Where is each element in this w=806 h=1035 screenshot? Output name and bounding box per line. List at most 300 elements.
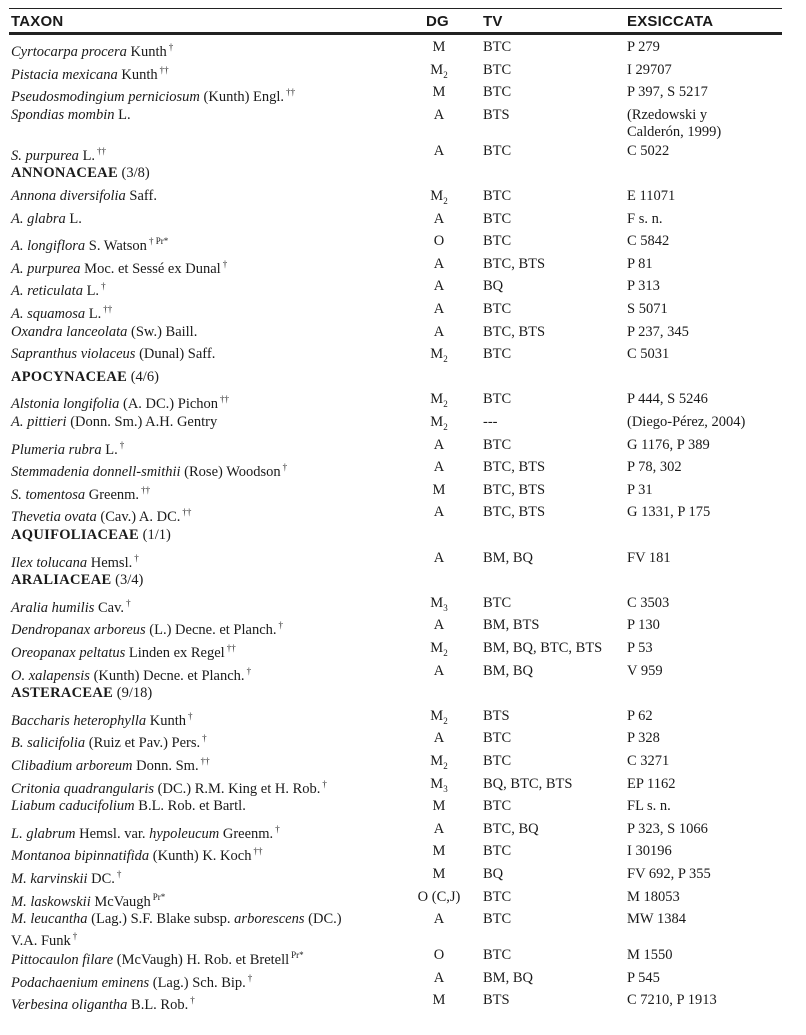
- dg-value: M: [430, 640, 444, 656]
- dg-value: M: [430, 753, 444, 769]
- status-marker: ††: [226, 643, 236, 653]
- dg-cell: [409, 324, 469, 341]
- tv-cell: BTC: [483, 753, 512, 769]
- tv-cell: BTS: [483, 707, 510, 724]
- family-cell: [11, 572, 411, 589]
- dg-cell: [409, 730, 469, 747]
- taxon-cell: [11, 324, 411, 341]
- table-row: [9, 434, 782, 457]
- dg-subscript: 2: [443, 399, 448, 410]
- family-name: ANNONACEAE: [11, 165, 118, 182]
- dg-cell: [409, 798, 469, 815]
- status-marker: † Pr*: [148, 236, 169, 247]
- tv-cell: BQ, BTC, BTS: [483, 775, 573, 792]
- table-row: [9, 592, 782, 615]
- taxon-cell: [11, 188, 411, 205]
- tv-cell: BTC: [483, 911, 512, 928]
- exsiccata-cell: P 313: [627, 278, 660, 295]
- exsiccata-cell: P 444, S 5246: [627, 391, 708, 408]
- exsiccata-cell: P 328: [627, 730, 660, 747]
- taxon-name: Verbesina oligantha: [11, 997, 128, 1014]
- exsiccata-cell: F s. n.: [627, 210, 663, 227]
- taxon-author: (Dunal) Saff.: [135, 346, 216, 363]
- tv-cell: BTC, BTS: [483, 323, 546, 340]
- taxon-name: Alstonia longifolia: [11, 396, 120, 413]
- table-row: [9, 727, 782, 750]
- dg-cell: [409, 278, 469, 295]
- dg-subscript: 3: [443, 602, 448, 613]
- tv-cell: BTS: [483, 106, 510, 123]
- exsiccata-cell: P 397, S 5217: [627, 84, 708, 101]
- status-marker: †: [119, 439, 125, 450]
- dg-cell: [409, 504, 469, 521]
- dg-subscript: 3: [443, 783, 448, 794]
- taxon-author: DC.: [87, 871, 115, 887]
- dg-value: M: [430, 61, 444, 78]
- family-name: ARALIACEAE: [11, 572, 112, 589]
- taxon-author: (Kunth) Engl.: [199, 89, 285, 106]
- taxon-name: M. laskowskii: [11, 893, 91, 910]
- exsiccata-cell: I 30196: [627, 843, 672, 860]
- taxon-name: Ilex tolucana: [11, 554, 88, 571]
- status-marker: †: [134, 552, 139, 563]
- tv-cell: BTC: [483, 594, 512, 611]
- taxon-author: B.L. Rob.: [127, 997, 189, 1014]
- exsiccata-cell: C 3503: [627, 594, 670, 611]
- table-row: [9, 705, 782, 728]
- dg-cell: [409, 843, 469, 860]
- dg-value: M: [432, 481, 446, 498]
- family-row: [9, 162, 782, 185]
- dg-cell: [409, 947, 469, 964]
- exsiccata-cell: P 53: [627, 640, 653, 656]
- taxon-author: (Lag.) S.F. Blake subsp.: [87, 911, 235, 928]
- taxon-cell: [11, 414, 411, 431]
- taxon-name: S. purpurea: [11, 147, 79, 164]
- status-marker: †: [72, 931, 78, 942]
- taxon-author: (Lag.) Sch. Bip.: [149, 974, 246, 991]
- taxon-name: A. glabra: [11, 210, 66, 227]
- taxon-author: (Kunth) Decne. et Planch.: [89, 667, 245, 684]
- taxon-name: Oxandra lanceolata: [11, 323, 128, 340]
- taxon-author: (A. DC.) Pichon: [119, 396, 219, 413]
- taxon-name: Sapranthus violaceus: [11, 346, 136, 363]
- tv-cell: BM, BQ: [483, 969, 533, 986]
- taxon-name: S. tomentosa: [11, 486, 86, 503]
- dg-value: A: [433, 549, 445, 566]
- status-marker: †: [275, 823, 280, 834]
- taxon-name: Pistacia mexicana: [11, 66, 118, 83]
- taxon-author-infraspecific: Greenm.: [219, 825, 274, 842]
- exsiccata-cell: C 3271: [627, 753, 670, 769]
- exsiccata-cell: FL s. n.: [627, 798, 671, 815]
- dg-cell: [409, 550, 469, 567]
- dg-value: M: [430, 707, 444, 724]
- dg-value: A: [433, 301, 445, 317]
- exsiccata-cell: P 31: [627, 481, 653, 498]
- exsiccata-cell: P 279: [627, 39, 660, 55]
- exsiccata-cell: C 7210, P 1913: [627, 992, 717, 1009]
- taxon-name: Cyrtocarpa procera: [11, 44, 127, 60]
- status-marker: ††: [182, 507, 192, 518]
- table-row: [9, 967, 782, 990]
- status-marker: †: [116, 869, 122, 879]
- table-row: [9, 479, 782, 502]
- dg-value: M: [432, 866, 446, 882]
- exsiccata-cell: (Diego-Pérez, 2004): [627, 414, 746, 430]
- dg-value: M: [430, 188, 444, 204]
- taxon-author: Saff.: [125, 188, 157, 204]
- tv-cell: BTC: [483, 61, 512, 78]
- table-row: [9, 614, 782, 637]
- dg-value: A: [433, 210, 445, 227]
- taxon-name: A. purpurea: [11, 260, 81, 277]
- taxon-author: L.: [114, 106, 131, 123]
- taxon-author: L.: [82, 283, 100, 300]
- tv-cell: ---: [483, 414, 498, 430]
- tv-cell: BTC: [483, 798, 512, 815]
- taxon-author: (Cav.) A. DC.: [96, 509, 181, 526]
- taxon-author: Kunth: [117, 66, 158, 83]
- taxon-author: (Sw.) Baill.: [127, 323, 198, 340]
- exsiccata-cell: G 1331, P 175: [627, 504, 711, 521]
- taxon-name: Pseudosmodingium perniciosum: [11, 89, 200, 106]
- table-row: [9, 388, 782, 411]
- dg-value: A: [433, 459, 445, 476]
- status-marker: †: [278, 620, 284, 631]
- taxon-author: Greenm.: [85, 486, 140, 503]
- taxon-author: L.: [78, 147, 96, 164]
- family-name: ASTERACEAE: [11, 685, 114, 702]
- dg-cell: [409, 39, 469, 56]
- table-row: [9, 208, 782, 231]
- header-tv: TV: [483, 13, 503, 30]
- table-row: [9, 275, 782, 298]
- dg-value: M: [430, 346, 444, 363]
- tv-cell: BTC, BTS: [483, 459, 546, 476]
- taxon-author: (L.) Decne. et Planch.: [145, 622, 277, 639]
- status-marker: ††: [286, 87, 296, 98]
- status-marker: †: [246, 665, 252, 676]
- taxon-infraspecific: arborescens: [234, 911, 305, 928]
- status-marker: †: [282, 462, 288, 473]
- tv-cell: BTC: [483, 843, 512, 860]
- taxon-name: A. reticulata: [11, 283, 83, 300]
- taxon-name: A. pittieri: [11, 414, 67, 430]
- status-marker: ††: [103, 304, 113, 314]
- taxon-author: Kunth: [126, 44, 167, 60]
- dg-cell: [409, 143, 469, 160]
- tv-cell: BTC: [483, 888, 512, 905]
- tv-cell: BTC: [483, 346, 512, 363]
- family-cell: [11, 165, 411, 182]
- table-row: [9, 81, 782, 104]
- table-row: [9, 59, 782, 82]
- exsiccata-cont: Calderón, 1999): [627, 123, 722, 140]
- taxon-name: Montanoa bipinnatifida: [11, 848, 150, 865]
- dg-subscript: 2: [443, 761, 448, 771]
- family-count: (4/6): [127, 368, 159, 385]
- dg-cell: [409, 107, 469, 124]
- table-row: [9, 795, 782, 818]
- table-row: [9, 944, 782, 967]
- taxon-name: Oreopanax peltatus: [11, 645, 126, 661]
- dg-value: A: [433, 969, 445, 986]
- top-rule: [9, 8, 782, 9]
- status-marker: ††: [253, 846, 263, 857]
- family-row: [9, 366, 782, 389]
- exsiccata-cell: M 1550: [627, 947, 673, 964]
- dg-value: A: [433, 662, 445, 679]
- family-row: [9, 569, 782, 592]
- family-name: AQUIFOLIACEAE: [11, 527, 139, 543]
- dg-value: M: [430, 775, 444, 792]
- taxon-name: Clibadium arboreum: [11, 758, 133, 774]
- tv-cell: BM, BQ: [483, 549, 533, 566]
- table-row: [9, 750, 782, 773]
- exsiccata-cell: P 78, 302: [627, 459, 682, 476]
- dg-value: M: [432, 84, 446, 101]
- taxon-name: Critonia quadrangularis: [11, 780, 155, 797]
- taxon-cell: [11, 798, 411, 815]
- dg-cell: [409, 211, 469, 228]
- taxon-name: O. xalapensis: [11, 667, 90, 684]
- dg-value: A: [433, 255, 445, 272]
- table-row: [9, 298, 782, 321]
- exsiccata-cell: FV 181: [627, 549, 671, 566]
- tv-cell: BQ: [483, 278, 504, 295]
- status-marker: †: [190, 995, 195, 1006]
- exsiccata-cell: P 237, 345: [627, 323, 689, 340]
- taxon-author: Moc. et Sessé ex Dunal: [80, 260, 221, 277]
- taxon-name: Dendropanax arboreus: [11, 622, 146, 639]
- table-row: [9, 773, 782, 796]
- exsiccata-cell: S 5071: [627, 301, 668, 317]
- dg-subscript: 2: [443, 196, 448, 206]
- taxon-cell: [11, 346, 411, 363]
- table-row: [9, 456, 782, 479]
- taxon-name: Baccharis heterophylla: [11, 712, 147, 729]
- status-marker: †: [188, 710, 193, 721]
- tv-cell: BTC: [483, 142, 512, 159]
- dg-value: M: [432, 992, 446, 1009]
- taxon-name: Aralia humilis: [11, 599, 95, 616]
- taxon-author: L.: [101, 441, 118, 458]
- tv-cell: BTS: [483, 992, 510, 1009]
- header-taxon: TAXON: [11, 13, 64, 30]
- taxon-name: Liabum caducifolium: [11, 798, 135, 815]
- tv-cell: BTC: [483, 436, 512, 453]
- taxon-author: (Rose) Woodson: [180, 464, 281, 481]
- dg-subscript: 2: [443, 354, 448, 365]
- dg-value: O (C,J): [417, 888, 461, 905]
- tv-cell: BTC, BTS: [483, 504, 546, 521]
- family-count: (1/1): [138, 527, 171, 543]
- table-row: [9, 185, 782, 208]
- status-marker: ††: [159, 64, 169, 75]
- tv-cell: BTC: [483, 301, 512, 317]
- tv-cell: BTC, BTS: [483, 481, 546, 498]
- table-row: [9, 908, 782, 950]
- dg-value: M: [430, 594, 444, 611]
- header-dg: DG: [426, 13, 449, 30]
- taxon-author: Hemsl. var.: [75, 825, 150, 842]
- taxon-author: Kunth: [146, 712, 187, 729]
- dg-cell: [409, 482, 469, 499]
- exsiccata-cell: C 5842: [627, 233, 670, 250]
- taxon-author: B.L. Rob. et Bartl.: [134, 798, 246, 815]
- taxon-author: Hemsl.: [87, 554, 133, 571]
- dg-value: A: [433, 142, 445, 159]
- taxon-author: S. Watson: [85, 238, 147, 255]
- dg-cell: [409, 84, 469, 101]
- taxon-author: (Donn. Sm.) A.H. Gentry: [66, 414, 218, 430]
- dg-cell: [409, 911, 469, 928]
- taxon-author: McVaugh: [90, 893, 151, 910]
- table-row: [9, 863, 782, 886]
- taxon-author: Donn. Sm.: [132, 758, 199, 774]
- dg-cell: [409, 821, 469, 838]
- exsiccata-cell: FV 692, P 355: [627, 866, 711, 882]
- dg-value: A: [433, 323, 445, 340]
- exsiccata-cell: I 29707: [627, 61, 672, 78]
- family-name: APOCYNACEAE: [11, 368, 128, 385]
- tv-cell: BQ: [483, 866, 504, 882]
- exsiccata-cell: M 18053: [627, 888, 680, 905]
- taxon-author: (Ruiz et Pav.) Pers.: [85, 735, 201, 752]
- exsiccata-cell: G 1176, P 389: [627, 436, 710, 453]
- status-marker: †: [202, 733, 207, 744]
- dg-cell: [409, 992, 469, 1009]
- table-row: [9, 547, 782, 570]
- status-marker: †: [247, 972, 253, 983]
- status-marker: †: [168, 42, 174, 52]
- status-marker: Pr*: [152, 891, 166, 902]
- exsiccata-cell: P 62: [627, 707, 653, 724]
- status-marker: †: [222, 258, 228, 269]
- dg-value: O: [433, 947, 445, 964]
- header-rule: [9, 32, 782, 35]
- table-row: [9, 104, 782, 140]
- dg-value: A: [433, 436, 445, 453]
- status-marker: ††: [200, 756, 210, 766]
- taxon-name: M. karvinskii: [11, 871, 88, 887]
- tv-cell: BM, BQ: [483, 662, 533, 679]
- status-marker: ††: [97, 145, 107, 156]
- taxon-name: B. salicifolia: [11, 735, 86, 752]
- table-row: [9, 343, 782, 366]
- taxon-infraspecific: hypoleucum: [149, 825, 220, 842]
- taxon-author: L.: [85, 306, 102, 322]
- dg-value: A: [433, 730, 445, 747]
- dg-value: M: [432, 798, 446, 815]
- table-row: [9, 818, 782, 841]
- taxon-author: (DC.) R.M. King et H. Rob.: [154, 780, 321, 797]
- tv-cell: BTC: [483, 233, 512, 250]
- status-marker: ††: [220, 394, 230, 405]
- family-count: (3/4): [111, 572, 144, 589]
- dg-cell: [409, 617, 469, 634]
- tv-cell: BTC: [483, 391, 512, 408]
- exsiccata-cell: V 959: [627, 662, 663, 679]
- dg-cell: [409, 663, 469, 680]
- dg-cell: [409, 256, 469, 273]
- dg-value: A: [433, 278, 445, 295]
- family-count: (3/8): [117, 165, 150, 182]
- status-marker: †: [322, 778, 327, 789]
- taxon-author: (Kunth) K. Koch: [149, 848, 252, 865]
- taxon-author-infraspecific: (DC.): [304, 911, 342, 928]
- dg-value: O: [433, 233, 445, 250]
- family-cell: [11, 369, 411, 386]
- dg-value: M: [432, 39, 446, 55]
- table-row: [9, 321, 782, 344]
- taxon-name: Spondias mombin: [11, 106, 115, 123]
- dg-value: A: [433, 820, 445, 837]
- family-count: (9/18): [113, 685, 153, 702]
- tv-cell: BTC: [483, 210, 512, 227]
- taxon-cell: [11, 107, 411, 124]
- exsiccata-cell: MW 1384: [627, 911, 686, 928]
- table-row: [9, 140, 782, 163]
- exsiccata-cell: (Rzedowski y Calderón, 1999): [627, 106, 722, 140]
- status-marker: †: [101, 281, 106, 292]
- dg-value: M: [430, 391, 444, 408]
- tv-cell: BTC: [483, 188, 512, 204]
- taxon-name: M. leucantha: [11, 911, 88, 928]
- status-marker: †: [126, 597, 131, 608]
- family-row: [9, 682, 782, 705]
- exsiccata-cell: C 5031: [627, 346, 670, 363]
- taxon-name: Stemmadenia donnell-smithii: [11, 464, 181, 481]
- dg-value: M: [430, 414, 444, 430]
- exsiccata-cell: P 81: [627, 255, 653, 272]
- dg-subscript: 2: [443, 648, 448, 658]
- dg-cell: [409, 970, 469, 987]
- table-row: [9, 253, 782, 276]
- exsiccata-cell: P 545: [627, 969, 660, 986]
- dg-cell: [409, 866, 469, 883]
- table-row: [9, 411, 782, 434]
- dg-value: A: [433, 617, 445, 634]
- tv-cell: BTC, BQ: [483, 820, 539, 837]
- dg-cell: [409, 301, 469, 318]
- dg-value: A: [433, 911, 445, 928]
- taxon-author-cont: V.A. Funk: [11, 933, 71, 950]
- family-row: [9, 524, 782, 547]
- taxon-name: Plumeria rubra: [11, 441, 102, 458]
- exsiccata-cell: P 130: [627, 617, 660, 634]
- dg-value: A: [433, 504, 445, 521]
- table-row: [9, 637, 782, 660]
- tv-cell: BTC: [483, 947, 512, 964]
- dg-value: M: [432, 843, 446, 860]
- exsiccata-cell: EP 1162: [627, 775, 676, 792]
- table-row: [9, 886, 782, 909]
- taxon-cell: [11, 992, 411, 1014]
- taxon-name: A. longiflora: [11, 238, 86, 255]
- taxon-cell: [11, 211, 411, 228]
- taxon-name: Thevetia ovata: [11, 509, 97, 526]
- table-row: [9, 840, 782, 863]
- tv-cell: BTC: [483, 39, 512, 55]
- taxon-author: (McVaugh) H. Rob. et Bretell: [113, 952, 290, 969]
- taxon-name: Podachaenium eminens: [11, 974, 150, 991]
- exsiccata-cell: C 5022: [627, 142, 670, 159]
- family-cell: [11, 527, 411, 544]
- dg-subscript: 2: [443, 422, 448, 432]
- tv-cell: BM, BTS: [483, 617, 540, 634]
